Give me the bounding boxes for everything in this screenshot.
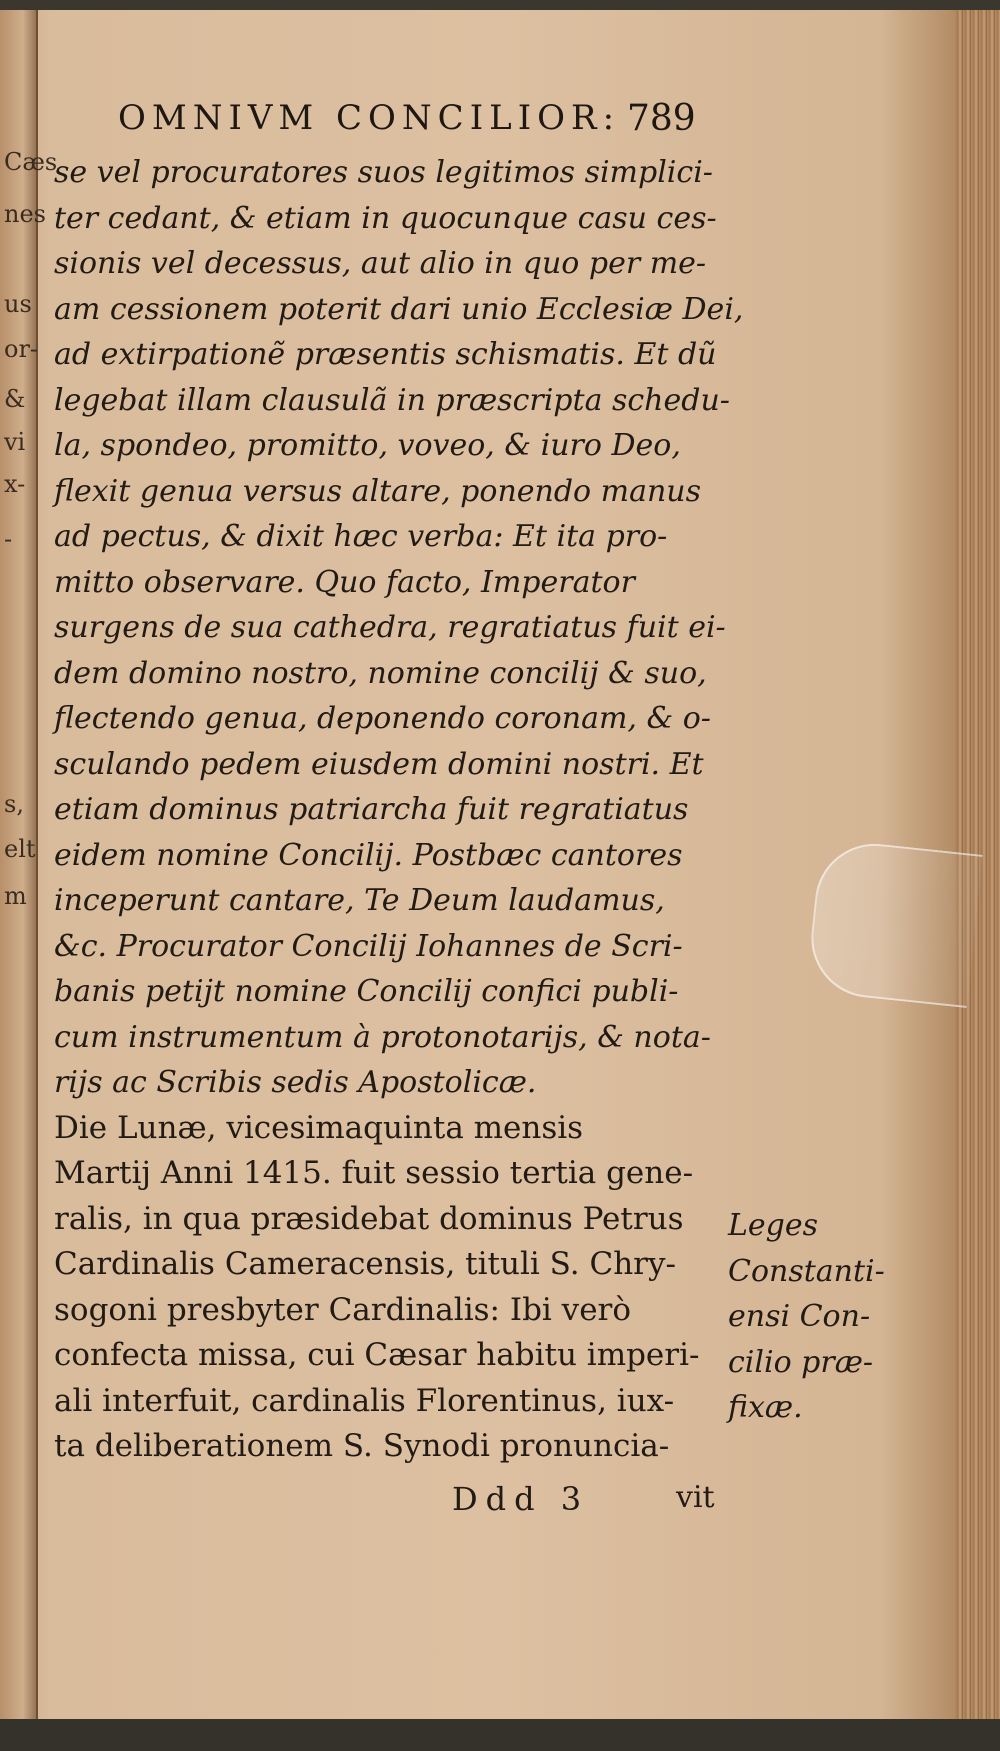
- running-header: OMNIVM CONCILIOR:: [118, 98, 621, 138]
- text-line: ali interfuit, cardinalis Florentinus, iux-: [54, 1382, 675, 1419]
- page-number: 789: [627, 98, 696, 139]
- marginal-note-line: cilio præ-: [728, 1344, 874, 1380]
- text-line: confecta missa, cui Cæsar habitu imperi-: [54, 1337, 700, 1373]
- text-line: Die Lunæ, vicesimaquinta mensis: [54, 1109, 584, 1146]
- marginal-note-line: Leges: [728, 1208, 819, 1243]
- body-text: [54, 150, 744, 1470]
- text-line: mitto observare. Quo facto, Imperator: [54, 564, 635, 600]
- bottom-border: [0, 1719, 1000, 1751]
- text-line: surgens de sua cathedra, regratiatus fuit ei-: [54, 610, 726, 645]
- text-line: dem domino nostro, nomine concilij & suo,: [54, 655, 707, 691]
- text-line: Martij Anni 1415. fuit sessio tertia gene-: [54, 1155, 694, 1191]
- text-line: am cessionem poterit dari unio Ecclesiæ Dei,: [54, 291, 744, 327]
- facing-page-fragment: or-: [4, 335, 39, 363]
- top-border: [0, 0, 1000, 10]
- facing-page-fragment: &: [4, 385, 26, 413]
- text-line: Cardinalis Cameracensis, tituli S. Chry-: [54, 1246, 676, 1282]
- facing-page-fragment: x-: [4, 470, 26, 498]
- text-line: ad extirpationẽ præsentis schismatis. Et dũ: [54, 337, 717, 372]
- text-line: sculando pedem eiusdem domini nostri. Et: [54, 746, 704, 782]
- marginal-note-line: fixæ.: [728, 1390, 803, 1425]
- text-line: flectendo genua, deponendo coronam, & o-: [54, 701, 711, 736]
- facing-page-fragment: us: [4, 290, 32, 318]
- text-line: la, spondeo, promitto, voveo, & iuro Deo,: [54, 428, 681, 463]
- marginal-note-line: Constanti-: [728, 1253, 885, 1289]
- text-line: eidem nomine Concilij. Postbæc cantores: [54, 837, 683, 873]
- facing-page-fragment: m: [4, 882, 27, 910]
- facing-page-fragment: elt: [4, 835, 36, 863]
- text-line: flexit genua versus altare, ponendo manus: [54, 473, 702, 509]
- text-line: ralis, in qua præsidebat dominus Petrus: [54, 1200, 684, 1237]
- text-line: sionis vel decessus, aut alio in quo per me-: [54, 246, 707, 281]
- signature-mark: Ddd 3: [452, 1480, 590, 1518]
- text-line: se vel procuratores suos legitimos simplici-: [54, 155, 713, 190]
- text-line: ter cedant, & etiam in quocunque casu ces-: [54, 200, 717, 236]
- facing-page-fragment: nes: [4, 200, 46, 228]
- text-line: sogoni presbyter Cardinalis: Ibi verò: [54, 1291, 632, 1328]
- text-line: ta deliberationem S. Synodi pronuncia-: [54, 1428, 670, 1464]
- facing-page-fragment: Cæs: [4, 148, 58, 176]
- catchword: vit: [676, 1480, 715, 1515]
- text-line: cum instrumentum à protonotarijs, & nota-: [54, 1019, 711, 1055]
- text-line: etiam dominus patriarcha fuit regratiatus: [54, 792, 689, 827]
- text-line: legebat illam clausulã in præscripta schedu-: [54, 382, 730, 418]
- text-line: inceperunt cantare, Te Deum laudamus,: [54, 883, 665, 918]
- text-line: banis petijt nomine Concilij confici publi-: [54, 974, 679, 1009]
- text-line: &c. Procurator Concilij Iohannes de Scri-: [54, 928, 683, 964]
- text-line: ad pectus, & dixit hæc verba: Et ita pro-: [54, 519, 668, 554]
- facing-page-fragment: s,: [4, 790, 24, 818]
- facing-page-fragment: vi: [4, 428, 26, 456]
- text-line: rijs ac Scribis sedis Apostolicæ.: [54, 1065, 537, 1100]
- glass-page-weight: [805, 838, 982, 1008]
- marginal-note-line: ensi Con-: [728, 1299, 871, 1334]
- facing-page-margin: [4, 0, 58, 1751]
- facing-page-fragment: -: [4, 525, 13, 553]
- marginal-note: [728, 1203, 928, 1431]
